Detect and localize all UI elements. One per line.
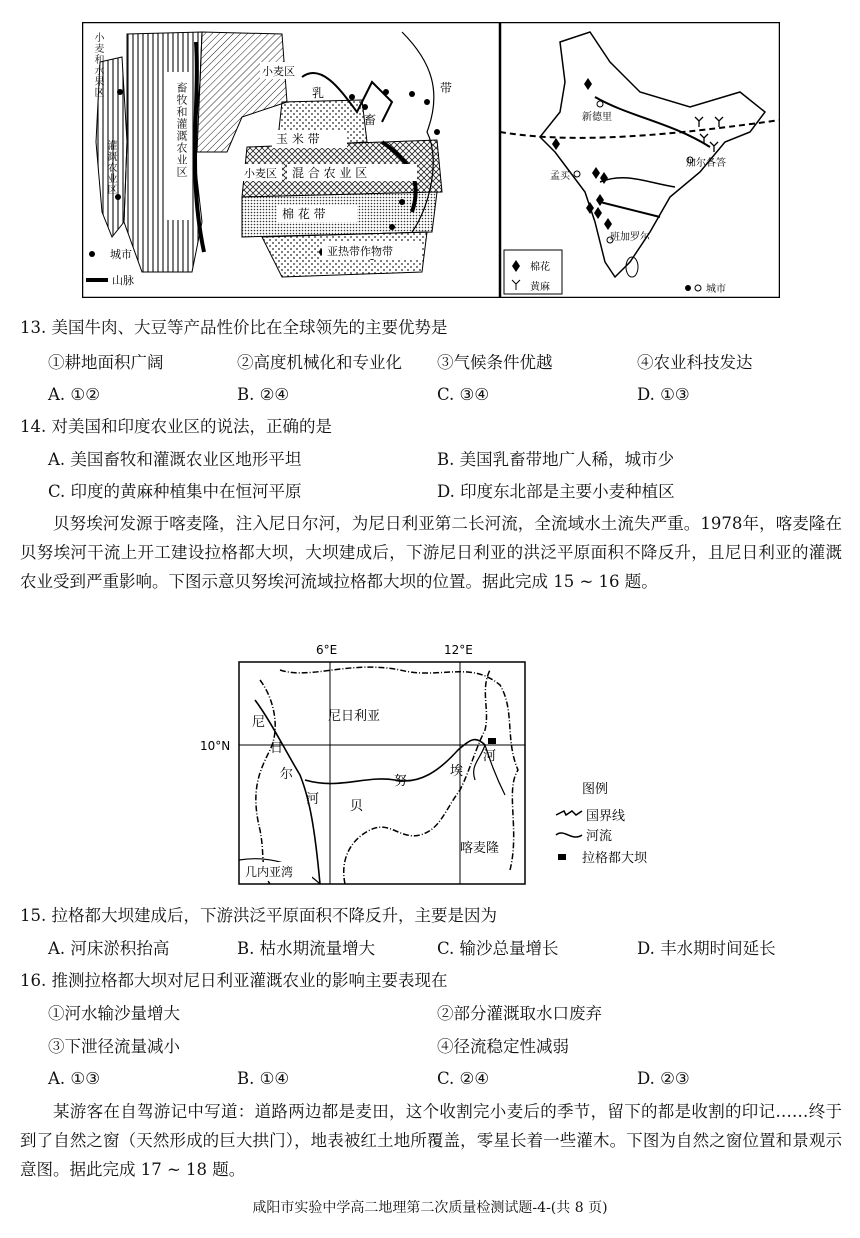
us-label-dairy-2: 畜	[364, 113, 377, 127]
benue-char-1: 贝	[350, 799, 364, 814]
us-label-wheat-south: 小麦区	[244, 167, 277, 180]
city-delhi: 新德里	[582, 112, 612, 123]
q16-item-3: ③下泄径流量减小	[48, 1037, 180, 1056]
us-label-cotton: 棉 花 带	[282, 207, 326, 221]
city-mumbai: 孟买	[550, 171, 570, 182]
q16-option-d[interactable]: D. ②③	[637, 1069, 690, 1088]
us-legend-mountain: 山脉	[112, 274, 134, 287]
label-6e: 6°E	[316, 643, 338, 657]
q13-item-2: ②高度机械化和专业化	[237, 353, 402, 372]
us-label-pasture: 畜牧和灌溉农业区	[172, 80, 190, 180]
us-legend-city: 城市	[110, 248, 132, 261]
q15-stem: 15. 拉格都大坝建成后，下游洪泛平原面积不降反升，主要是因为	[20, 906, 497, 925]
legend-dam: 拉格都大坝	[582, 851, 648, 866]
us-label-dairy-1: 乳	[312, 86, 325, 100]
city-kolkata: 加尔各答	[686, 158, 726, 169]
legend-title: 图例	[582, 782, 609, 797]
q13-option-b[interactable]: B. ②④	[237, 385, 290, 404]
benue-char-3: 埃	[450, 764, 464, 779]
q14-option-a[interactable]: A. 美国畜牧和灌溉农业区地形平坦	[48, 450, 302, 469]
q15-option-c[interactable]: C. 输沙总量增长	[437, 939, 559, 958]
india-legend-city: 城市	[706, 284, 726, 295]
q13-option-d[interactable]: D. ①③	[637, 385, 690, 404]
q16-item-2: ②部分灌溉取水口废弃	[437, 1004, 602, 1023]
q14-option-d[interactable]: D. 印度东北部是主要小麦种植区	[437, 482, 675, 501]
q14-stem: 14. 对美国和印度农业区的说法，正确的是	[20, 417, 332, 436]
us-label-westcoast-2: 灌溉农业区	[105, 140, 116, 195]
us-agriculture-map	[82, 22, 500, 298]
benue-char-4: 河	[483, 749, 497, 764]
passage-natural-window: 某游客在自驾游记中写道：道路两边都是麦田，这个收割完小麦后的季节，留下的都是收割的印记……终于到了自然之窗（天然形成的巨大拱门），地表被红土地所覆盖，零星长着一些灌木。下图为自然之窗位置和景观示意图。据此完成 17 ~ 18 题。	[20, 1102, 842, 1179]
passage-benue: 贝努埃河发源于喀麦隆，注入尼日尔河，为尼日利亚第二长河流，全流域水土流失严重。1978年，喀麦隆在贝努埃河干流上开工建设拉格都大坝，大坝建成后，下游尼日利亚的洪泛平原面积不降反升，且尼日利亚的灌溉农业受到严重影响。下图示意贝努埃河流域拉格都大坝的位置。据此完成 15 ~ 16 题。	[20, 514, 842, 591]
us-label-dairy-3: 带	[440, 81, 453, 95]
q16-item-4: ④径流稳定性减弱	[437, 1037, 569, 1056]
niger-char-3: 尔	[280, 767, 294, 782]
label-10n: 10°N	[200, 739, 231, 753]
city-bangalore: 班加罗尔	[610, 232, 650, 243]
us-label-subtropic: 亚热带作物带	[327, 245, 393, 258]
us-label-wheat-north: 小麦区	[262, 65, 295, 78]
q16-option-a[interactable]: A. ①③	[48, 1069, 100, 1088]
india-agriculture-map	[500, 22, 780, 298]
benue-char-2: 努	[394, 774, 408, 789]
benue-lagdo-map	[200, 640, 680, 890]
legend-river: 河流	[586, 829, 613, 844]
india-legend-cotton: 棉花	[530, 262, 550, 273]
q13-item-4: ④农业科技发达	[637, 353, 753, 372]
niger-char-2: 日	[270, 741, 284, 756]
label-cameroon: 喀麦隆	[460, 841, 500, 856]
q13-stem: 13. 美国牛肉、大豆等产品性价比在全球领先的主要优势是	[20, 318, 448, 337]
label-gulf-of-guinea: 几内亚湾	[245, 865, 294, 879]
niger-char-4: 河	[306, 792, 320, 807]
label-nigeria: 尼日利亚	[328, 709, 381, 724]
q15-option-a[interactable]: A. 河床淤积抬高	[48, 939, 170, 958]
us-label-corn: 玉 米 带	[276, 132, 320, 146]
q15-option-b[interactable]: B. 枯水期流量增大	[237, 939, 376, 958]
q15-option-d[interactable]: D. 丰水期时间延长	[637, 939, 776, 958]
q16-option-c[interactable]: C. ②④	[437, 1069, 490, 1088]
q14-option-b[interactable]: B. 美国乳畜带地广人稀，城市少	[437, 450, 675, 469]
page-footer: 咸阳市实验中学高二地理第二次质量检测试题-4-(共 8 页)	[252, 1200, 608, 1216]
q14-option-c[interactable]: C. 印度的黄麻种植集中在恒河平原	[48, 482, 302, 501]
niger-char-1: 尼	[252, 715, 266, 730]
q16-option-b[interactable]: B. ①④	[237, 1069, 290, 1088]
q13-option-c[interactable]: C. ③④	[437, 385, 490, 404]
india-legend-jute: 黄麻	[530, 282, 550, 293]
us-label-mixed: 混 合 农 业 区	[292, 166, 368, 180]
lagdo-dam-marker	[488, 738, 496, 744]
q13-item-3: ③气候条件优越	[437, 353, 553, 372]
q13-item-1: ①耕地面积广阔	[48, 353, 164, 372]
q16-stem: 16. 推测拉格都大坝对尼日利亚灌溉农业的影响主要表现在	[20, 971, 448, 990]
label-12e: 12°E	[444, 643, 473, 657]
q16-item-1: ①河水输沙量增大	[48, 1004, 180, 1023]
legend-border: 国界线	[586, 809, 626, 824]
us-label-westcoast-1: 小麦和水果区	[92, 32, 103, 98]
q13-option-a[interactable]: A. ①②	[48, 385, 100, 404]
